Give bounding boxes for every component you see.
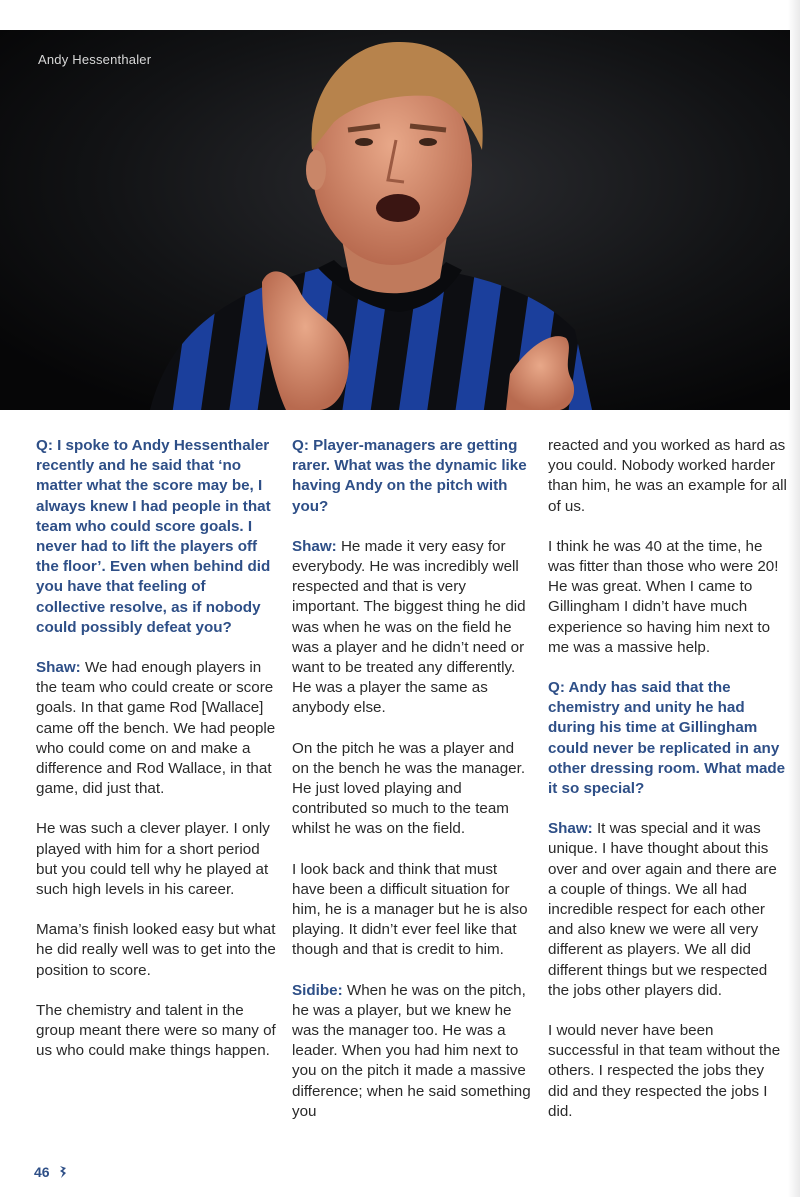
speaker-name: Shaw: (36, 659, 81, 677)
club-badge-icon (58, 1165, 68, 1179)
speaker-name: Shaw: (548, 820, 593, 838)
paragraph: reacted and you worked as hard as you could. Nobody worked harder than him, he was an example for all of us. (548, 437, 787, 515)
speaker-name: Shaw: (292, 537, 337, 555)
text-column-1 (36, 436, 276, 1081)
text-column-2 (292, 436, 532, 1142)
paragraph: On the pitch he was a player and on the bench he was the manager. He just loved playing and contributed so much to the team whilst he was on the field. (292, 739, 526, 838)
interview-answer (292, 981, 532, 1122)
paragraph: Mama’s finish looked easy but what he did really well was to get into the position to score. (36, 921, 276, 979)
player-photo-illustration (0, 30, 790, 410)
paragraph: I look back and think that must have been a difficult situation for him, he is a manager but he is also playing. It didn’t ever feel like that though and that is credit to him. (292, 860, 528, 959)
answer-text: When he was on the pitch, he was a player, but we knew he was the manager too. He was a leader. When you had him next to you on the pitch it made a massive difference; when he said something you (292, 981, 531, 1120)
interview-answer (36, 658, 276, 799)
paragraph: The chemistry and talent in the group meant there were so many of us who could make things happen. (36, 1001, 276, 1060)
hero-photo (0, 30, 790, 410)
paragraph: I would never have been successful in that team without the others. I respected the jobs they did and they respected the jobs I did. (548, 1022, 781, 1120)
interview-question: Q: I spoke to Andy Hessenthaler recently and he said that ‘no matter what the score may be, I always knew I had people in that team who could score goals. I never had to lift the players off the floor’. Even when behind did you have that feeling of collective resolve, as if nobody could possibly defeat you? (36, 437, 271, 636)
page-number: 46 (34, 1164, 50, 1180)
paragraph: I think he was 40 at the time, he was fitter than those who were 20! He was great. When I came to Gillingham I didn’t have much experience so having him next to me was a massive help. (548, 537, 779, 656)
answer-text: He made it very easy for everybody. He was incredibly well respected and that is very important. The biggest thing he did was when he was on the field he was a player and he didn’t need or want to be treated any differently. He was a player the same as anybody else. (292, 537, 526, 717)
interview-question: Q: Andy has said that the chemistry and unity he had during his time at Gillingham could never be replicated in any other dressing room. What made it so special? (548, 679, 786, 798)
interview-answer (548, 819, 788, 1001)
answer-text: It was special and it was unique. I have thought about this over and over again and there are a couple of things. We all had incredible respect for each other and also knew we were all very different as players. We all did different things but we respected the jobs other players did. (548, 820, 777, 999)
photo-caption: Andy Hessenthaler (38, 52, 152, 67)
answer-text: We had enough players in the team who could create or score goals. In that game Rod [Wallace] came off the bench. We had people who could come on and make a difference and Rod Wallace, in that game, did just that. (36, 659, 276, 798)
text-column-3 (548, 436, 788, 1142)
interview-question: Q: Player-managers are getting rarer. What was the dynamic like having Andy on the pitch with you? (292, 437, 527, 515)
speaker-name: Sidibe: (292, 981, 343, 999)
interview-answer (292, 537, 532, 719)
paragraph: He was such a clever player. I only played with him for a short period but you could tell why he played at such high levels in his career. (36, 820, 270, 899)
